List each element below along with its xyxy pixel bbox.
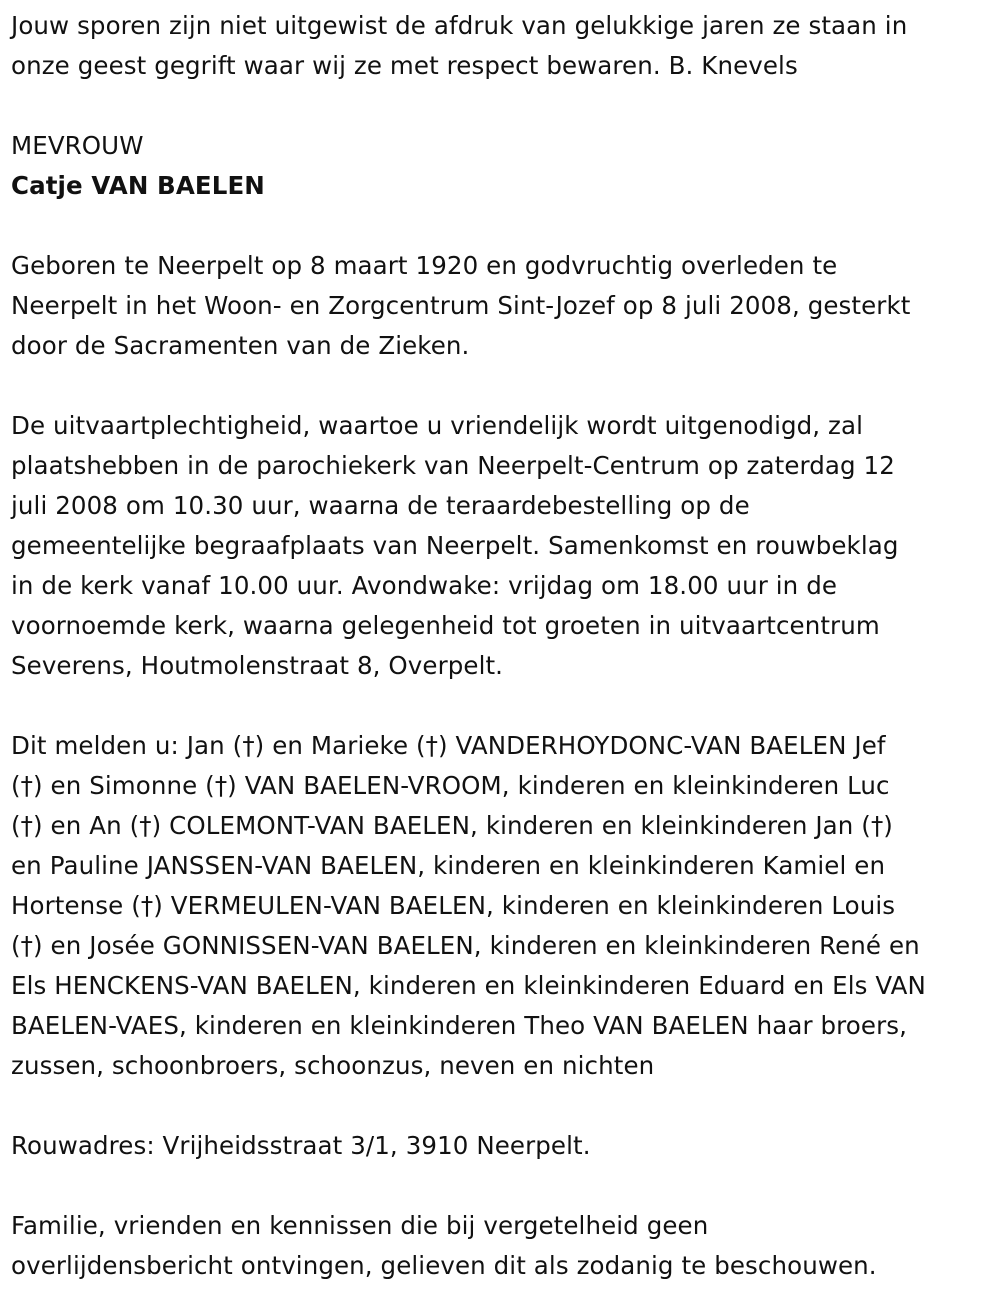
funeral-paragraph <box>11 406 996 686</box>
paragraph-line: zussen, schoonbroers, schoonzus, neven en nichten <box>11 1051 655 1080</box>
paragraph-line: Hortense (†) VERMEULEN-VAN BAELEN, kinderen en kleinkinderen Louis <box>11 891 896 920</box>
paragraph-line: door de Sacramenten van de Zieken. <box>11 331 470 360</box>
paragraph-line: overlijdensbericht ontvingen, gelieven dit als zodanig te beschouwen. <box>11 1251 877 1280</box>
paragraph-line: in de kerk vanaf 10.00 uur. Avondwake: vrijdag om 18.00 uur in de <box>11 571 838 600</box>
deceased-name: Catje VAN BAELEN <box>11 171 265 200</box>
obituary-notice <box>11 6 996 1286</box>
paragraph-line: De uitvaartplechtigheid, waartoe u vriendelijk wordt uitgenodigd, zal <box>11 411 864 440</box>
birth-death-paragraph <box>11 246 996 366</box>
paragraph-line: Dit melden u: Jan (†) en Marieke (†) VANDERHOYDONC-VAN BAELEN Jef <box>11 731 886 760</box>
paragraph-line: Familie, vrienden en kennissen die bij vergetelheid geen <box>11 1211 709 1240</box>
paragraph-line: Els HENCKENS-VAN BAELEN, kinderen en kleinkinderen Eduard en Els VAN <box>11 971 926 1000</box>
paragraph-line: en Pauline JANSSEN-VAN BAELEN, kinderen en kleinkinderen Kamiel en <box>11 851 886 880</box>
paragraph-line: gemeentelijke begraafplaats van Neerpelt. Samenkomst en rouwbeklag <box>11 531 899 560</box>
paragraph-line: voornoemde kerk, waarna gelegenheid tot groeten in uitvaartcentrum <box>11 611 880 640</box>
family-paragraph <box>11 726 996 1086</box>
honorific: MEVROUW <box>11 131 144 160</box>
closing-paragraph <box>11 1206 996 1286</box>
paragraph-line: (†) en Simonne (†) VAN BAELEN-VROOM, kinderen en kleinkinderen Luc <box>11 771 890 800</box>
paragraph-line: plaatshebben in de parochiekerk van Neerpelt-Centrum op zaterdag 12 <box>11 451 895 480</box>
opening-quote <box>11 6 996 86</box>
mourning-address: Rouwadres: Vrijheidsstraat 3/1, 3910 Neerpelt. <box>11 1131 591 1160</box>
paragraph-line: (†) en An (†) COLEMONT-VAN BAELEN, kinderen en kleinkinderen Jan (†) <box>11 811 893 840</box>
quote-line: Jouw sporen zijn niet uitgewist de afdruk van gelukkige jaren ze staan in <box>11 11 908 40</box>
paragraph-line: BAELEN-VAES, kinderen en kleinkinderen Theo VAN BAELEN haar broers, <box>11 1011 907 1040</box>
paragraph-line: Geboren te Neerpelt op 8 maart 1920 en godvruchtig overleden te <box>11 251 838 280</box>
paragraph-line: juli 2008 om 10.30 uur, waarna de teraardebestelling op de <box>11 491 750 520</box>
paragraph-line: Neerpelt in het Woon- en Zorgcentrum Sint-Jozef op 8 juli 2008, gesterkt <box>11 291 911 320</box>
paragraph-line: (†) en Josée GONNISSEN-VAN BAELEN, kinderen en kleinkinderen René en <box>11 931 920 960</box>
quote-line: onze geest gegrift waar wij ze met respect bewaren. B. Knevels <box>11 51 798 80</box>
paragraph-line: Severens, Houtmolenstraat 8, Overpelt. <box>11 651 504 680</box>
